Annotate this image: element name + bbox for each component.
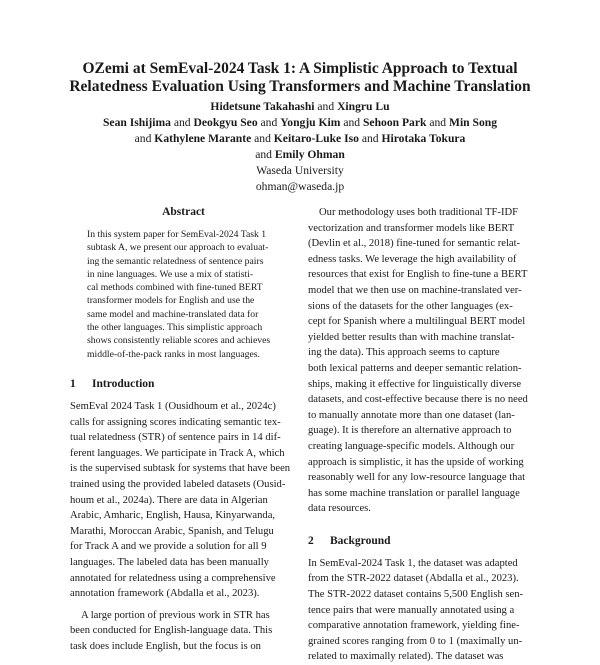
text-line: Marathi, Moroccan Arabic, Spanish, and Telugu <box>70 525 274 537</box>
author-name: Sean Ishijima <box>102 116 171 129</box>
author-line <box>50 99 550 115</box>
author-connector: and <box>429 116 447 129</box>
text-line: trained using the provided labeled datasets (Ousid- <box>70 478 286 490</box>
text-line: In SemEval-2024 Task 1, the dataset was adapted <box>308 557 518 569</box>
text-line: reasonably well for any low-resource language that <box>308 472 526 484</box>
text-line: related to maximally related). The dataset was <box>308 651 504 663</box>
abstract-line: transformer models for English and use the <box>87 295 255 307</box>
author-name: Kathylene Marante <box>154 132 252 145</box>
text-line: (Devlin et al., 2018) fine-tuned for semantic relat- <box>308 238 521 250</box>
abstract-heading: Abstract <box>162 206 205 218</box>
text-line: been conducted for English-language data. This <box>70 625 273 637</box>
text-line: for Track A and we provide a solution for all 9 <box>70 541 267 553</box>
author-name: Sehoon Park <box>362 116 427 129</box>
text-line: ferent languages. We participate in Track A, which <box>70 447 285 459</box>
abstract-line: shows consistently reliable scores and achieves <box>87 335 271 347</box>
section-number: 2 <box>308 534 314 547</box>
author-line <box>50 131 550 147</box>
text-line: guage). It is therefore an alternative approach to <box>308 425 512 437</box>
right-column <box>308 205 536 665</box>
title-line: OZemi at SemEval-2024 Task 1: A Simplistic Approach to Textual <box>82 60 518 77</box>
author-name: Hidetsune Takahashi <box>210 100 315 113</box>
text-line: Our methodology uses both traditional TF-IDF <box>319 207 519 218</box>
abstract-line: in nine languages. We use a mix of statisti- <box>87 268 254 280</box>
text-line: model that we then use on machine-translated ver- <box>308 284 522 296</box>
text-line: from the STR-2022 dataset (Abdalla et al., 2023). <box>308 573 519 585</box>
text-line: edness tasks. We leverage the high availability of <box>308 253 517 265</box>
text-line: annotation framework (Abdalla et al., 2023). <box>70 588 260 600</box>
text-line: annotated for relatedness using a comprehensive <box>70 572 276 584</box>
abstract-line: same model and machine-translated data for <box>87 308 259 320</box>
text-line: tence pairs that were manually annotated using a <box>308 604 515 616</box>
text-line: calls for assigning scores indicating semantic tex- <box>70 416 281 428</box>
author-name: Yongju Kim <box>280 116 341 129</box>
text-line: creating language-specific models. Although our <box>308 440 515 452</box>
text-line: ing the data). This approach seems to capture <box>308 347 500 359</box>
text-line: yielded better results than with machine translat- <box>308 331 515 343</box>
text-line: both lexical patterns and deeper semantic relation- <box>308 362 522 374</box>
text-line: to manually annotate more than one dataset (lan- <box>308 409 515 421</box>
text-line: vectorization and transformer models like BERT <box>308 222 515 234</box>
left-column <box>70 205 297 654</box>
abstract-line: ing the semantic relatedness of sentence pairs <box>87 255 264 267</box>
author-name: Keitaro-Luke Iso <box>273 132 359 145</box>
author-block <box>50 99 550 195</box>
author-email[interactable]: ohman@waseda.jp <box>255 180 345 193</box>
text-line: cept for Spanish where a multilingual BERT model <box>308 316 526 328</box>
section-title: Introduction <box>92 377 155 390</box>
background-paragraph <box>308 556 536 665</box>
text-line: sions of the datasets for the other languages (ex- <box>308 300 513 312</box>
author-name: Hirotaka Tokura <box>381 132 466 145</box>
title-line: Relatedness Evaluation Using Transformers and Machine Translation <box>69 78 531 95</box>
author-name: Emily Ohman <box>274 148 345 161</box>
text-line: comparative annotation framework, yielding fine- <box>308 620 520 632</box>
author-connector: and <box>317 100 335 113</box>
affiliation: Waseda University <box>256 164 344 177</box>
author-connector: and <box>134 132 152 145</box>
section-title: Background <box>330 534 391 547</box>
author-connector: and <box>260 116 278 129</box>
author-name: Xingru Lu <box>337 100 390 113</box>
text-line: Arabic, Amharic, English, Hausa, Kinyarwanda, <box>70 510 276 522</box>
author-name: Min Song <box>449 116 498 129</box>
methodology-paragraph <box>308 205 536 517</box>
abstract-line: subtask A, we present our approach to evaluat- <box>87 242 269 254</box>
author-connector: and <box>254 132 271 145</box>
text-line: grained scores ranging from 0 to 1 (maximally un- <box>308 635 523 647</box>
text-line: approach is simplistic, it has the upside of working <box>308 456 524 468</box>
section-heading-introduction <box>70 377 297 391</box>
text-line: The STR-2022 dataset contains 5,500 English sen- <box>308 589 524 601</box>
author-connector: and <box>255 148 272 161</box>
text-line: ships, making it effective for linguistically diverse <box>308 378 522 390</box>
text-line: languages. The labeled data has been manually <box>70 556 269 568</box>
text-line: houm et al., 2024a). There are data in Algerian <box>70 494 268 506</box>
abstract-line: In this system paper for SemEval-2024 Task 1 <box>87 229 267 240</box>
text-line: resources that exist for English to fine-tune a BERT <box>308 269 528 281</box>
text-line: has some machine translation or parallel language <box>308 487 520 499</box>
author-connector: and <box>173 116 191 129</box>
text-line: data resources. <box>308 503 371 515</box>
text-line: is the supervised subtask for systems that have been <box>70 463 291 475</box>
author-connector: and <box>361 132 379 145</box>
introduction-paragraph <box>70 399 297 655</box>
abstract-line: cal methods combined with fine-tuned BERT <box>87 282 263 294</box>
text-line: datasets, and cost-effective because there is no need <box>308 394 528 406</box>
abstract-line: middle-of-the-pack ranks in most languages. <box>87 348 260 360</box>
author-line <box>50 115 550 131</box>
author-connector: and <box>343 116 361 129</box>
text-line: tual relatedness (STR) of sentence pairs in 14 dif- <box>70 432 281 444</box>
author-line <box>50 147 550 163</box>
abstract-text <box>87 228 280 361</box>
abstract-line: the other languages. This simplistic approach <box>87 322 263 334</box>
section-heading-background <box>308 534 536 548</box>
paper-title <box>60 60 540 96</box>
section-number: 1 <box>70 377 76 390</box>
text-line: A large portion of previous work in STR has <box>81 609 270 621</box>
author-name: Deokgyu Seo <box>193 116 258 129</box>
text-line: SemEval 2024 Task 1 (Ousidhoum et al., 2024c) <box>70 400 276 412</box>
text-line: task does include English, but the focus is on <box>70 640 261 652</box>
